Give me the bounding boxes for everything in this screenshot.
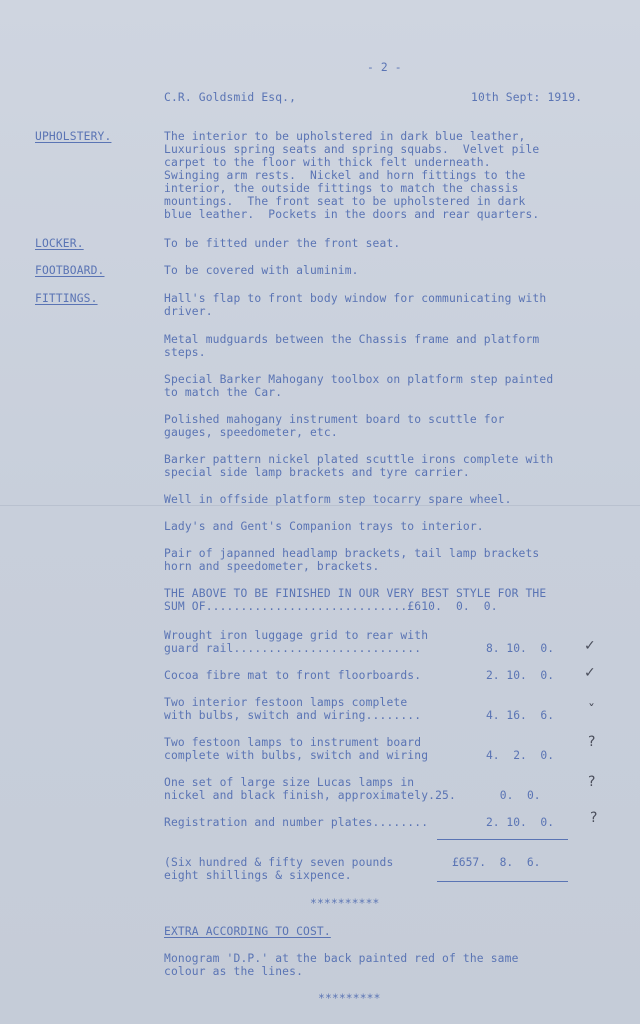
summary-line-1: THE ABOVE TO BE FINISHED IN OUR VERY BEST STYLE FOR THE <box>164 587 547 600</box>
upholstery-line-7: blue leather. Pockets in the doors and rear quarters. <box>164 208 540 221</box>
fitting-1-line-2: driver. <box>164 305 213 318</box>
upholstery-line-2: Luxurious spring seats and spring squabs. Velvet pile <box>164 143 540 156</box>
upholstery-line-6: mountings. The front seat to be upholstered in dark <box>164 195 526 208</box>
upholstery-line-5: interior, the outside fittings to match the chassis <box>164 182 519 195</box>
extra-3-line-2: with bulbs, switch and wiring........ <box>164 709 422 722</box>
letter-date: 10th Sept: 1919. <box>471 91 583 104</box>
extra-4-line-1: Two festoon lamps to instrument board <box>164 736 422 749</box>
fitting-8-line-1: Pair of japanned headlamp brackets, tail lamp brackets <box>164 547 540 560</box>
extra-5-amount: 0. 0. <box>493 789 541 802</box>
extra-2-line-1: Cocoa fibre mat to front floorboards. <box>164 669 422 682</box>
addressee: C.R. Goldsmid Esq., <box>164 91 297 104</box>
end-separator: ********* <box>318 992 381 1005</box>
extra-5-line-2: nickel and black finish, approximately.25. <box>164 789 456 802</box>
total-amount: £657. 8. 6. <box>452 856 541 869</box>
extra-cost-heading: EXTRA ACCORDING TO COST. <box>164 925 331 938</box>
fittings-label: FITTINGS. <box>35 292 98 305</box>
fitting-7-line-1: Lady's and Gent's Companion trays to interior. <box>164 520 484 533</box>
extra-2-amount: 2. 10. 0. <box>486 669 555 682</box>
question-mark-icon: ? <box>588 774 596 790</box>
extra-1-line-1: Wrought iron luggage grid to rear with <box>164 629 429 642</box>
tick-mark-icon: ˇ <box>588 703 595 719</box>
upholstery-line-4: Swinging arm rests. Nickel and horn fittings to the <box>164 169 526 182</box>
extra-cost-line-2: colour as the lines. <box>164 965 304 978</box>
question-mark-icon: ? <box>590 810 598 826</box>
fitting-3-line-2: to match the Car. <box>164 386 283 399</box>
locker-text: To be fitted under the front seat. <box>164 237 401 250</box>
fitting-2-line-1: Metal mudguards between the Chassis frame and platform <box>164 333 540 346</box>
check-mark-icon: ✓ <box>584 665 596 681</box>
sum-rule-bottom <box>437 881 568 882</box>
upholstery-line-3: carpet to the floor with thick felt underneath. <box>164 156 491 169</box>
extra-1-amount: 8. 10. 0. <box>486 642 555 655</box>
fitting-8-line-2: horn and speedometer, brackets. <box>164 560 380 573</box>
fitting-6-line-1: Well in offside platform step tocarry spare wheel. <box>164 493 512 506</box>
extra-5-line-1: One set of large size Lucas lamps in <box>164 776 415 789</box>
footboard-label: FOOTBOARD. <box>35 264 105 277</box>
extra-3-line-1: Two interior festoon lamps complete <box>164 696 408 709</box>
extra-3-amount: 4. 16. 6. <box>486 709 555 722</box>
footboard-text: To be covered with aluminim. <box>164 264 359 277</box>
separator: ********** <box>310 897 380 910</box>
extra-4-amount: 4. 2. 0. <box>486 749 555 762</box>
sum-rule-top <box>437 839 568 840</box>
fitting-4-line-2: gauges, speedometer, etc. <box>164 426 338 439</box>
locker-label: LOCKER. <box>35 237 84 250</box>
fitting-2-line-2: steps. <box>164 346 206 359</box>
upholstery-line-1: The interior to be upholstered in dark blue leather, <box>164 130 526 143</box>
fitting-5-line-2: special side lamp brackets and tyre carrier. <box>164 466 470 479</box>
check-mark-icon: ✓ <box>584 638 596 654</box>
extra-4-line-2: complete with bulbs, switch and wiring <box>164 749 429 762</box>
page-number: - 2 - <box>367 61 402 74</box>
extra-6-amount: 2. 10. 0. <box>486 816 555 829</box>
summary-line-2: SUM OF.............................£610. 0. 0. <box>164 600 498 613</box>
fitting-3-line-1: Special Barker Mahogany toolbox on platform step painted <box>164 373 554 386</box>
total-words-line-1: (Six hundred & fifty seven pounds <box>164 856 394 869</box>
fitting-4-line-1: Polished mahogany instrument board to scuttle for <box>164 413 505 426</box>
question-mark-icon: ? <box>588 734 596 750</box>
upholstery-label: UPHOLSTERY. <box>35 130 112 143</box>
extra-cost-line-1: Monogram 'D.P.' at the back painted red of the same <box>164 952 519 965</box>
fitting-5-line-1: Barker pattern nickel plated scuttle irons complete with <box>164 453 554 466</box>
extra-1-line-2: guard rail........................... <box>164 642 422 655</box>
fitting-1-line-1: Hall's flap to front body window for communicating with <box>164 292 547 305</box>
extra-6-line-1: Registration and number plates........ <box>164 816 429 829</box>
total-words-line-2: eight shillings & sixpence. <box>164 869 352 882</box>
